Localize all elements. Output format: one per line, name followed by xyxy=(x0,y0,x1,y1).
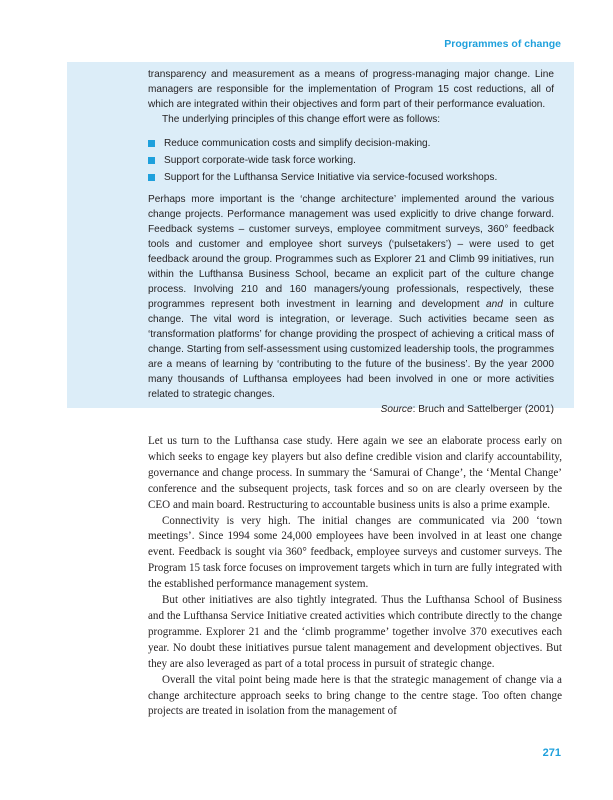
square-bullet-icon xyxy=(148,157,155,164)
running-head: Programmes of change xyxy=(444,38,561,50)
list-item xyxy=(148,169,554,186)
box-paragraph-2: The underlying principles of this change effort were as follows: xyxy=(162,114,441,125)
body-paragraph-4: Overall the vital point being made here is that the strategic management of change via a change architecture approach seeks to bring change to the centre stage. Too often change projects are treated in isolation from the management of xyxy=(148,673,562,718)
source-citation xyxy=(148,402,554,417)
page-number: 271 xyxy=(542,747,561,759)
principles-list xyxy=(148,135,554,186)
list-item-text: Support for the Lufthansa Service Initiative via service-focused workshops. xyxy=(164,172,498,183)
emphasis: and xyxy=(486,299,503,310)
source-label: Source xyxy=(380,404,413,415)
square-bullet-icon xyxy=(148,174,155,181)
list-item xyxy=(148,152,554,169)
source-text: : Bruch and Sattelberger (2001) xyxy=(412,404,554,415)
main-body-text xyxy=(148,434,562,720)
list-item xyxy=(148,135,554,152)
case-study-content xyxy=(148,67,554,417)
list-item-text: Support corporate-wide task force working. xyxy=(164,155,356,166)
box-paragraph-1: transparency and measurement as a means of progress-managing major change. Line managers are responsible for the implementation of Program 15 cost reductions, all of which are integrated within their objectives and form part of their performance evaluation. xyxy=(148,69,554,110)
list-item-text: Reduce communication costs and simplify decision-making. xyxy=(164,138,431,149)
body-paragraph-1: Let us turn to the Lufthansa case study. Here again we see an elaborate process early on which seeks to engage key players but also define credible vision and clarify accountability, governance and change process. In summary the ‘Samurai of Change’, the ‘Mental Change’ conference and the subsequent projects, task forces and so on are clearly overseen by the CEO and main board. Restructuring to accountable business units is also a prime example. xyxy=(148,435,562,511)
square-bullet-icon xyxy=(148,140,155,147)
body-paragraph-2: Connectivity is very high. The initial changes are communicated via 200 ‘town meetings’. Since 1994 some 24,000 employees have been involved in at least one change event. Feedback is sought via 360° feedback, employee surveys and customer surveys. The Program 15 task force focuses on improvement targets which in turn are fully integrated with the established performance management system. xyxy=(148,514,562,591)
box-paragraph-3: Perhaps more important is the ‘change architecture’ implemented around the various change projects. Performance management was used explicitly to drive change forward. Feedback systems – customer surveys, employee commitment surveys, 360° feedback tools and customer and employee short surveys (‘pulsetakers’) – were used to get feedback around the group. Programmes such as Explorer 21 and Climb 99 initiatives, run within the Lufthansa Business School, became an explicit part of the culture change process. Involving 210 and 160 managers/young professionals, respectively, these programmes represent both investment in learning and development and in culture change. The vital word is integration, or leverage. Such activities became seen as ‘transformation platforms’ for change providing the prospect of achieving a critical mass of change. Starting from self-assessment using customized leadership tools, the programmes are a means of learning by ‘contributing to the future of the business’. By the year 2000 many thousands of Lufthansa employees had been involved in one or more activities related to strategic changes. xyxy=(148,194,554,400)
body-paragraph-3: But other initiatives are also tightly integrated. Thus the Lufthansa School of Business and the Lufthansa Service Initiative created activities which contribute directly to the change programme. Explorer 21 and the ‘climb programme’ together involve 370 executives each year. No doubt these initiatives pursue talent management and development objectives. But they are also leveraged as part of a total process in pursuit of strategic change. xyxy=(148,594,562,670)
